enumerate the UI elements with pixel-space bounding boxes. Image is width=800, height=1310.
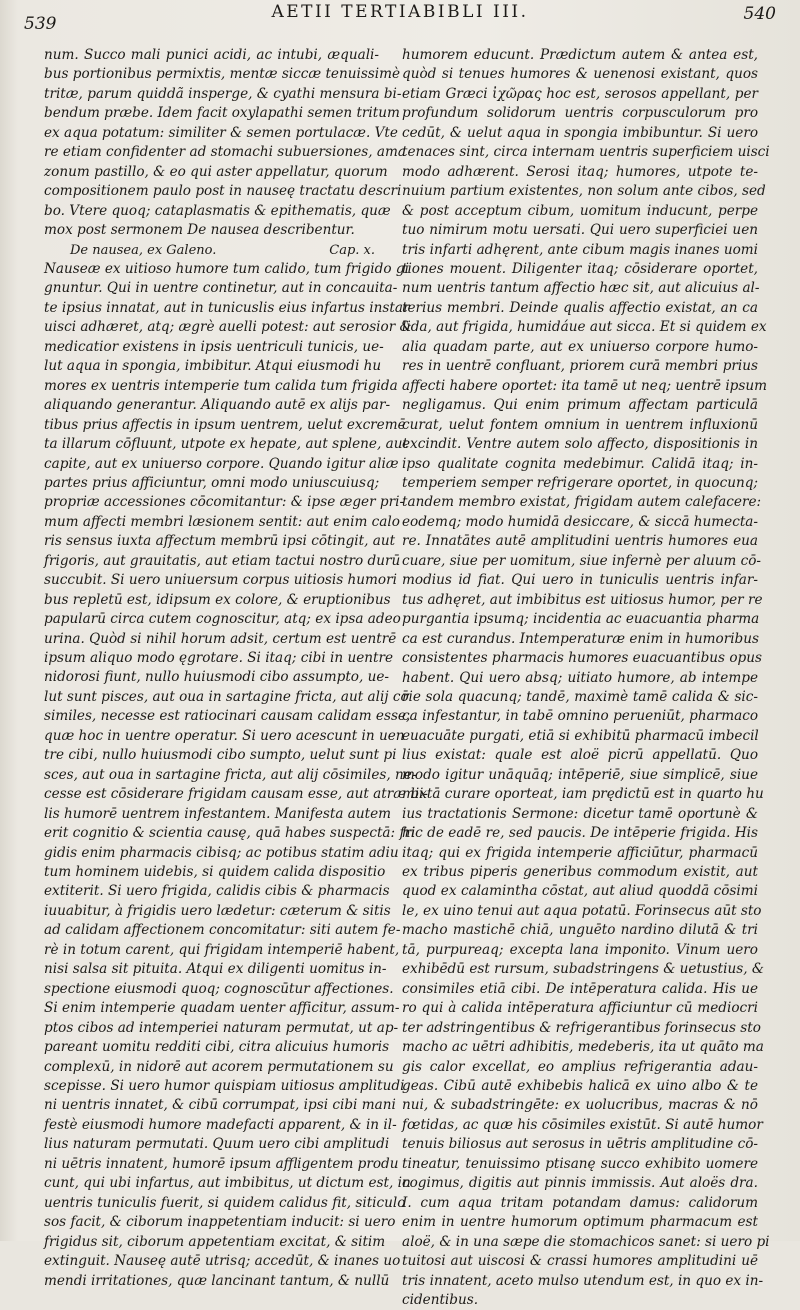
right-column-line: profundum solidorum uentris corpusculorum pro xyxy=(402,105,758,122)
left-column-line: mendi irritationes, quæ lancinant tantum, & nullū xyxy=(44,1272,390,1289)
left-column-line: lut sunt pisces, aut oua in sartagine fricta, aut alij cō xyxy=(44,688,409,705)
right-column-line: hic de eadē re, sed paucis. De intēperie frigida. His xyxy=(402,825,758,842)
right-column-line: gis calor excellat, eo amplius refrigerantia adau- xyxy=(402,1058,758,1075)
left-column-line: ptos cibos ad intemperiei naturam permutat, ut ap- xyxy=(44,1019,399,1036)
left-column-line: lius naturam permutati. Quum uero cibi amplitudi xyxy=(44,1136,390,1153)
left-column-line: te ipsius innatat, aut in tunicuslis eius infartus instar xyxy=(44,299,410,316)
right-column-line: macho ac uētri adhibitis, medeberis, ita ut quāto ma xyxy=(402,1039,764,1056)
left-column-line: ni uentris innatet, & cibū corrumpat, ipsi cibi mani xyxy=(44,1097,396,1114)
right-column-line: tus adhęret, aut imbibitus est uitiosus humor, per re xyxy=(402,591,763,608)
right-column-line: consimiles etiā cibi. De intēperatura calida. His ue xyxy=(402,980,758,997)
left-column-line: cesse est cōsiderare frigidam causam esse, aut atræ bi- xyxy=(44,786,428,803)
left-column-line: sos facit, & ciborum inappetentiam inducit: si uero xyxy=(44,1214,396,1231)
right-column-line: lius existat: quale est aloë picrū appellatū. Quo xyxy=(402,747,758,764)
chapter-number: Cap. x. xyxy=(329,242,375,258)
left-column-line: quæ hoc in uentre operatur. Si uero acescunt in uen xyxy=(44,727,405,744)
right-column-line: le, ex uino tenui aut aqua potatū. Forinsecus aūt sto xyxy=(402,902,762,919)
right-column-line: ca est curandus. Intemperaturæ enim in humoribus xyxy=(402,630,759,647)
right-column-line: quod ex calamintha cōstat, aut aliud quoddā cōsimi xyxy=(402,883,758,900)
right-column-line: cuare, siue per uomitum, siue infernè per aluum cō- xyxy=(402,552,761,569)
right-column-line: tris infarti adhęrent, ante cibum magis inanes uomi xyxy=(402,241,758,258)
left-column-line: bus repletū est, idipsum ex colore, & eruptionibus xyxy=(44,591,391,608)
left-column-line: urina. Quòd si nihil horum adsit, certum est uentrē xyxy=(44,630,397,647)
left-column-line: Si enim intemperie quadam uenter afficitur, assum- xyxy=(44,1000,400,1017)
left-column-line: scepisse. Si uero humor quispiam uitiosus amplitudi xyxy=(44,1078,405,1094)
left-column-line: nisi salsa sit pituita. Atqui ex diligenti uomitus in- xyxy=(44,961,387,978)
running-head: AETII TERTIABIBLI III. xyxy=(271,2,529,22)
right-column-line: consistentes pharmacis humores euacuantibus opus xyxy=(402,650,762,667)
left-column-line: similes, necesse est ratiocinari causam calidam esse, xyxy=(44,708,411,725)
left-column-line: complexū, in nidorē aut acorem permutationem su xyxy=(44,1058,394,1075)
right-column-line: tuitosi aut uiscosi & crassi humores amplitudini uē xyxy=(402,1253,758,1270)
left-column-line: frigidus sit, ciborum appetentiam excitat, & sitim xyxy=(44,1233,386,1250)
left-column-line: capite, aut ex uniuerso corpore. Quando igitur aliæ xyxy=(44,455,399,472)
left-column-line: succubit. Si uero uniuersum corpus uitiosis humori xyxy=(44,572,397,589)
left-column-line: papularū circa cutem cognoscitur, atq; ex ipsa adeo xyxy=(44,611,401,628)
left-column-line: tre cibi, nullo huiusmodi cibo sumpto, uelut sunt pi xyxy=(44,747,397,764)
left-column-line: num. Succo mali punici acidi, ac intubi, æquali- xyxy=(44,47,379,63)
left-column-line: tibus prius affectis in ipsum uentrem, uelut excremē xyxy=(44,416,406,433)
left-column-line: bus portionibus permixtis, mentæ siccæ tenuissimè xyxy=(44,66,401,83)
right-column-line: tenaces sint, circa internam uentris superficiem uisci xyxy=(402,144,770,161)
left-column-line: gnuntur. Qui in uentre continetur, aut in concauita- xyxy=(44,280,398,297)
left-column-line: tum hominem uidebis, si quidem calida dispositio xyxy=(44,864,386,881)
right-column-line: ro qui à calida intēperatura afficiuntur cū mediocri xyxy=(402,1000,758,1017)
right-column-line: quòd si tenues humores & uenenosi existant, quos xyxy=(402,66,758,83)
right-column-line: tineatur, tenuissimo ptisanę succo exhibito uomere xyxy=(402,1155,758,1172)
left-column-line: mores ex uentris intemperie tum calida tum frigida xyxy=(44,377,398,394)
right-column-line: I. cum aqua tritam potandam damus: calidorum xyxy=(402,1194,758,1211)
left-column-line: cunt, qui ubi infartus, aut imbibitus, ut dictum est, in xyxy=(44,1175,411,1192)
right-column-line: tuo nimirum motu uersati. Qui uero superficiei uen xyxy=(402,222,758,239)
right-column-line: modius id fiat. Qui uero in tuniculis uentris infar- xyxy=(402,572,758,589)
right-column-line: modo igitur unāquāq; intēperiē, siue simplicē, siue xyxy=(402,766,758,783)
right-column-line: excindit. Ventre autem solo affecto, dispositionis in xyxy=(402,436,758,453)
right-column-line: tiones mouent. Diligenter itaq; cōsiderare oportet, xyxy=(402,260,758,277)
right-column-line: mixtā curare oporteat, iam prędictū est in quarto hu xyxy=(402,786,764,803)
right-column-line: negligamus. Qui enim primum affectam particulā xyxy=(402,397,758,414)
right-column-line: affecti habere oportet: ita tamē ut neq; uentrē ipsum xyxy=(402,377,767,394)
right-column-line: rie sola quacunq; tandē, maximè tamē calida & sic- xyxy=(402,688,758,705)
left-column-line: Nauseæ ex uitioso humore tum calido, tum frigido gi xyxy=(44,260,409,277)
left-column-line: nidorosi fiunt, nullo huiusmodi cibo assumpto, ue- xyxy=(44,669,389,686)
left-column-line: zonum pastillo, & eo qui aster appellatur, quorum xyxy=(44,163,388,180)
left-column-line: partes prius afficiuntur, omni modo uniuscuiusq; xyxy=(44,474,380,491)
left-column-line: tritæ, parum quiddã insperge, & cyathi mensura bi- xyxy=(44,85,402,102)
right-column-line: ter adstringentibus & refrigerantibus forinsecus sto xyxy=(402,1019,761,1036)
left-column-line: ris sensus iuxta affectum membrū ipsi cōtingit, aut xyxy=(44,533,396,550)
left-column-line: festè eiusmodi humore madefacti apparent, & in il- xyxy=(44,1116,397,1133)
left-column-line: sces, aut oua in sartagine fricta, aut alij cōsimiles, ne- xyxy=(44,766,417,783)
left-column-line: propriæ accessiones cōcomitantur: & ipse æger pri- xyxy=(44,494,405,511)
left-column-line: bendum præbe. Idem facit oxylapathi semen tritum xyxy=(44,105,400,122)
page-number-right: 540 xyxy=(743,4,776,24)
left-column-line: ta illarum cōfluunt, utpote ex hepate, aut splene, aut xyxy=(44,436,408,453)
right-column-line: nui, & subadstringēte: ex uolucribus, macras & nō xyxy=(402,1097,758,1114)
right-column-line: ipso qualitate cognita medebimur. Calidā itaq; in- xyxy=(402,455,758,472)
left-column-line: extiterit. Si uero frigida, calidis cibis & pharmacis xyxy=(44,883,390,900)
right-column-line: tris innatent, aceto mulso utendum est, in quo ex in- xyxy=(402,1272,764,1289)
right-column-line: terius membri. Deinde qualis affectio existat, an ca xyxy=(402,299,758,316)
right-column-line: etiam Græci ἰχῶρας hoc est, serosos appellant, per xyxy=(402,85,758,102)
right-column-line: itaq; qui ex frigida intemperie afficiūtur, pharmacū xyxy=(402,844,758,861)
left-column-line: mox post sermonem De nausea describentur. xyxy=(44,222,355,239)
right-column-line: geas. Cibū autē exhibebis halicā ex uino albo & te xyxy=(402,1078,758,1095)
right-column-line: ius tractationis Sermone: dicetur tamē oportunè & xyxy=(402,805,758,822)
right-column-line: temperiem semper refrigerare oportet, in quocunq; xyxy=(402,474,759,491)
right-column-line: & post acceptum cibum, uomitum inducunt, perpe xyxy=(402,202,758,219)
right-column-line: alia quadam parte, aut ex uniuerso corpore humo- xyxy=(402,338,758,355)
left-column xyxy=(44,46,428,1291)
right-column-line: lida, aut frigida, humidáue aut sicca. Et si quidem ex xyxy=(402,319,767,336)
right-column-line: res in uentrē confluant, priorem curā membri prius xyxy=(402,358,758,375)
right-column-line: cedūt, & uelut aqua in spongia imbibuntur. Si uero xyxy=(402,124,758,141)
left-column-line: lis humorē uentrem infestantem. Manifesta autem xyxy=(44,805,392,822)
left-column-line: re etiam confidenter ad stomachi subuersiones, ama xyxy=(44,144,407,161)
chapter-title: De nausea, ex Galeno. xyxy=(70,242,217,258)
right-column-line: exhibēdū est rursum, subadstringens & uetustius, & xyxy=(402,961,764,978)
right-column-line: habent. Qui uero absq; uitiato humore, ab intempe xyxy=(402,669,758,686)
right-column-line: eodemq; modo humidā desiccare, & siccā humecta- xyxy=(402,513,758,530)
right-column-line: nuium partium existentes, non solum ante cibos, sed xyxy=(402,183,766,200)
left-column-line: ex aqua potatum: similiter & semen portulacæ. Vte xyxy=(44,124,398,141)
left-column-line: medicatior existens in ipsis uentriculi tunicis, ue- xyxy=(44,338,384,355)
right-column-line: aloë, & in una sæpe die stomachicos sanet: si uero pi xyxy=(402,1233,770,1250)
left-column-line: frigoris, aut grauitatis, aut etiam tactui nostro durū xyxy=(44,552,401,569)
page-header xyxy=(24,2,776,38)
right-column-line: cidentibus. xyxy=(402,1292,479,1308)
left-column-line: spectione eiusmodi quoq; cognoscūtur affectiones. xyxy=(44,980,394,997)
left-column-line: aliquando generantur. Aliquando autē ex alijs par- xyxy=(44,397,391,414)
left-column-line: lut aqua in spongia, imbibitur. Atqui eiusmodi hu xyxy=(44,358,382,375)
left-column-line: iuuabitur, à frigidis uero lædetur: cæterum & sitis xyxy=(44,902,391,919)
right-column-line: ca infestantur, in tabē omnino perueniūt, pharmaco xyxy=(402,708,758,725)
right-column-line: tandem membro existat, frigidam autem calefacere: xyxy=(402,494,762,511)
left-column-line: rè in totum carent, qui frigidam intemperiē habent, xyxy=(44,941,400,958)
page-number-left: 539 xyxy=(24,14,57,34)
right-column-line: ex tribus piperis generibus commodum existit, aut xyxy=(402,864,758,881)
right-column-line: macho mastichē chiā, unguēto nardino dilutā & tri xyxy=(402,922,758,939)
right-column-line: purgantia ipsumq; incidentia ac euacuantia pharma xyxy=(402,611,760,628)
left-column-line: ad calidam affectionem concomitatur: siti autem fe- xyxy=(44,922,401,939)
right-column-line: tenuis biliosus aut serosus in uētris amplitudine cō- xyxy=(402,1136,758,1153)
left-column-line: erit cognitio & scientia causę, quā habes suspectā: fri xyxy=(44,825,416,842)
right-column-line: re. Innatātes autē amplitudini uentris humores eua xyxy=(402,533,758,550)
right-column-line: fœtidas, ac quæ his cōsimiles existūt. Si autē humor xyxy=(402,1116,763,1133)
left-column-line: ni uētris innatent, humorē ipsum affligentem produ xyxy=(44,1155,399,1172)
right-column xyxy=(402,46,770,1310)
right-column-line: humorem educunt. Prædictum autem & antea est, xyxy=(402,47,758,63)
chapter-heading xyxy=(44,241,379,260)
left-column-line: mum affecti membri læsionem sentit: aut enim calo xyxy=(44,513,400,530)
right-column-line: curat, uelut fontem omnium in uentrem influxionū xyxy=(402,416,758,433)
right-column-line: enim in uentre humorum optimum pharmacum est xyxy=(402,1214,758,1231)
left-column-line: compositionem paulo post in nauseę tractatu descri xyxy=(44,183,402,200)
right-column-line: num uentris tantum affectio hæc sit, aut alicuius al- xyxy=(402,280,760,297)
right-column-line: cogimus, digitis aut pinnis immissis. Aut aloës dra. xyxy=(402,1175,758,1192)
right-column-line: tā, purpureaq; excepta lana imponito. Vinum uero xyxy=(402,941,758,958)
left-column-line: ipsum aliquo modo ęgrotare. Si itaq; cibi in uentre xyxy=(44,650,394,667)
left-column-line: extinguit. Nauseę autē utrisq; accedūt, & inanes uo xyxy=(44,1253,401,1270)
left-column-line: uisci adhæret, atq; ægrè auelli potest: aut serosior & xyxy=(44,319,412,336)
left-column-line: bo. Vtere quoq; cataplasmatis & epithematis, quæ xyxy=(44,202,391,219)
left-column-line: pareant uomitu redditi cibi, citra alicuius humoris xyxy=(44,1039,390,1056)
left-column-line: uentris tuniculis fuerit, si quidem calidus fit, siticulo xyxy=(44,1194,406,1211)
left-column-line: gidis enim pharmacis cibisq; ac potibus statim adiu xyxy=(44,844,399,861)
right-column-line: modo adhærent. Serosi itaq; humores, utpote te- xyxy=(402,163,758,180)
right-column-line: euacuāte purgati, etiā si exhibitū pharmacū imbecil xyxy=(402,727,759,744)
